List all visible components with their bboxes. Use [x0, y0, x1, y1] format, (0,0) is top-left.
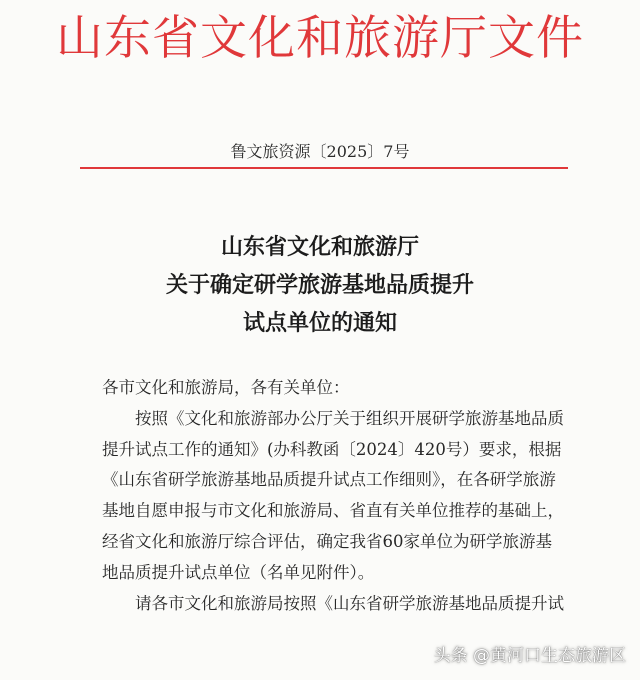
paragraph-1-line-3: 《山东省研学旅游基地品质提升试点工作细则》，在各研学旅游 [102, 470, 556, 490]
notice-title-line-2: 关于确定研学旅游基地品质提升 [165, 272, 474, 298]
paragraph-1-line-4: 基地自愿申报与市文化和旅游局、省直有关单位推荐的基础上， [102, 501, 564, 521]
paragraph-1-line-6: 地品质提升试点单位（名单见附件）。 [102, 562, 375, 582]
paragraph-2-line-1: 请各市文化和旅游局按照《山东省研学旅游基地品质提升试 [135, 593, 564, 613]
notice-title [0, 228, 640, 342]
document-number: 鲁文旅资源〔2025〕7号 [230, 142, 410, 161]
source-watermark: 头条 @黄河口生态旅游区 [433, 646, 626, 666]
salutation: 各市文化和旅游局，各有关单位： [102, 378, 350, 397]
notice-body [102, 373, 614, 619]
notice-title-line-1: 山东省文化和旅游厅 [220, 234, 419, 260]
notice-title-line-3: 试点单位的通知 [242, 310, 397, 336]
paragraph-1-line-5: 经省文化和旅游厅综合评估，确定我省60家单位为研学旅游基 [102, 531, 552, 551]
header-divider [80, 167, 568, 169]
paragraph-1-line-2: 提升试点工作的通知》(办科教函〔2024〕420号）要求，根据 [102, 439, 562, 459]
document-header-title: 山东省文化和旅游厅文件 [56, 11, 584, 66]
paragraph-1-line-1: 按照《文化和旅游部办公厅关于组织开展研学旅游基地品质 [135, 408, 564, 428]
